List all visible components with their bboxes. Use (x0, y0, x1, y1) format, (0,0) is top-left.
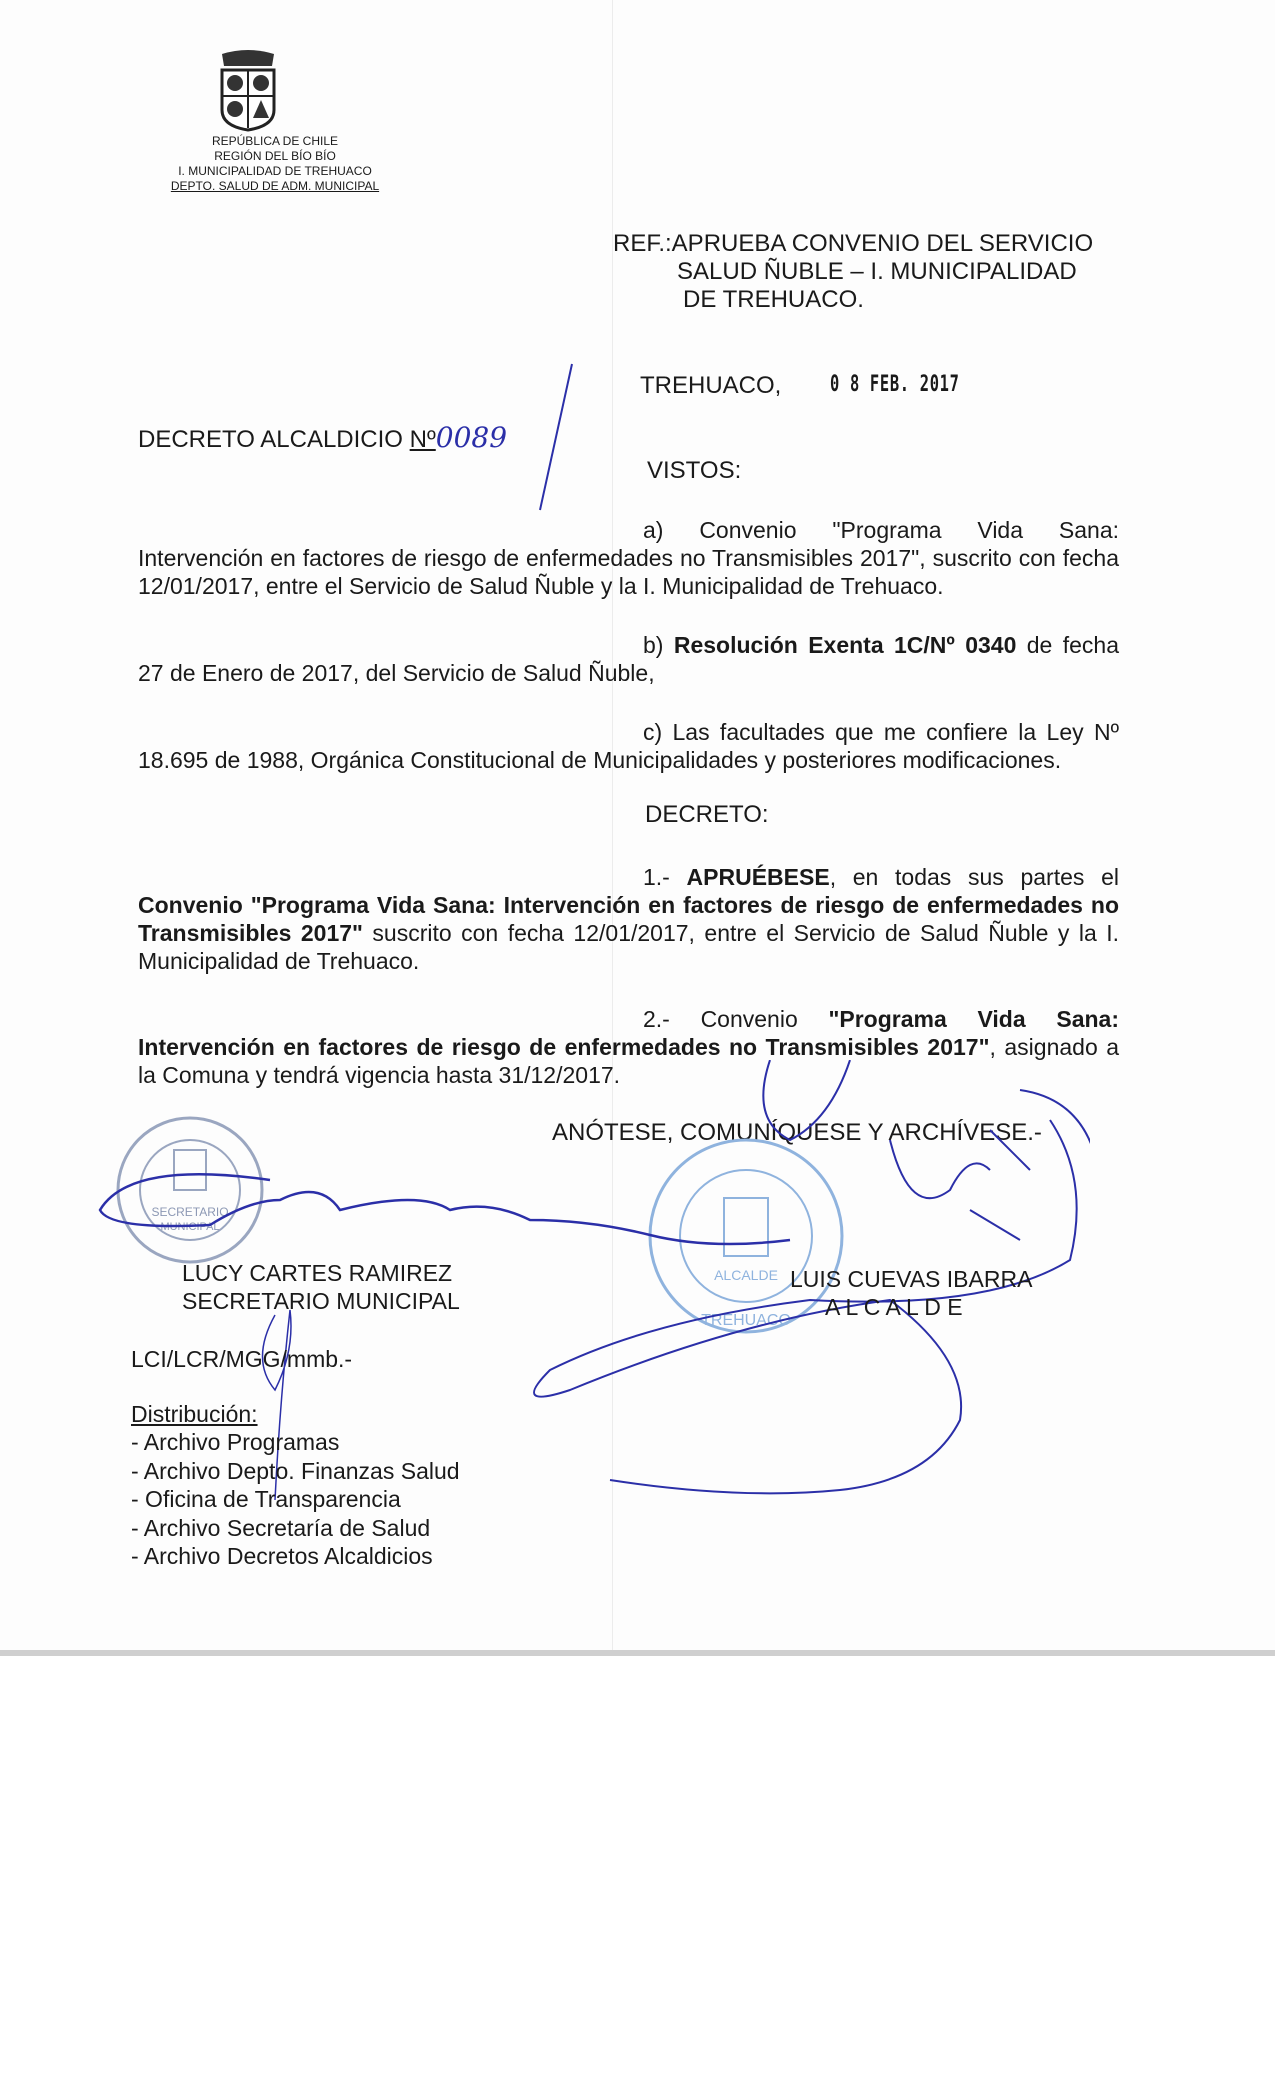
coat-of-arms-logo (214, 50, 282, 132)
decree-label: DECRETO ALCALDICIO (138, 426, 403, 453)
text: "Programa Vida Sana: Intervención en factores de riesgo de enfermedades no Transmisibles 2017" (138, 1006, 1119, 1060)
decree-number-prefix: Nº (409, 426, 436, 453)
signatory-name: LUIS CUEVAS IBARRA (790, 1266, 1033, 1292)
text: de fecha 27 de Enero de 2017, del Servicio de Salud Ñuble, (138, 632, 1119, 686)
letterhead-line: DEPTO. SALUD DE ADM. MUNICIPAL (170, 179, 380, 193)
text: , asignado a la Comuna y tendrá vigencia hasta 31/12/2017. (138, 1034, 1119, 1088)
distribution (131, 1400, 460, 1571)
text: 2.- Convenio (643, 1006, 829, 1032)
signatory-title: SECRETARIO MUNICIPAL (182, 1288, 460, 1314)
reference (613, 230, 1093, 314)
signatory-secretary (182, 1259, 460, 1315)
initials: LCI/LCR/MGG/mmb.- (131, 1346, 353, 1372)
text: , en todas sus partes el (829, 864, 1119, 890)
letterhead-line: I. MUNICIPALIDAD DE TREHUACO (178, 164, 372, 178)
place: TREHUACO, (640, 372, 782, 399)
signatory-title: A L C A L D E (825, 1294, 963, 1320)
vistos-b (138, 631, 1119, 687)
stamp-text: TREHUACO (701, 1312, 791, 1329)
distribution-item: - Archivo Programas (131, 1429, 340, 1455)
distribution-item: - Archivo Secretaría de Salud (131, 1514, 431, 1541)
signatory-mayor (790, 1265, 1032, 1321)
distribution-item: - Archivo Decretos Alcaldicios (131, 1543, 433, 1569)
letterhead-line: REPÚBLICA DE CHILE (211, 134, 339, 148)
resolution-ref: Resolución Exenta 1C/Nº 0340 (673, 632, 1017, 658)
decreto-article-1 (138, 863, 1119, 975)
distribution-item: - Oficina de Transparencia (131, 1486, 401, 1512)
decree-number (138, 421, 508, 454)
stamp-text: MUNICIPAL (160, 1221, 220, 1233)
text: Convenio "Programa Vida Sana: Intervención en factores de riesgo de enfermedades no Transmisibles 2017" (138, 892, 1119, 946)
closing: ANÓTESE, COMUNÍQUESE Y ARCHÍVESE.- (552, 1119, 1042, 1146)
reference-line: DE TREHUACO. (683, 286, 864, 313)
reference-line: REF.:APRUEBA CONVENIO DEL SERVICIO (613, 230, 1094, 257)
distribution-item: - Archivo Depto. Finanzas Salud (131, 1457, 460, 1484)
text: 1.- (643, 864, 687, 890)
decree-number-handwritten: 0089 (435, 421, 508, 454)
distribution-list (131, 1428, 460, 1571)
signatory-name: LUCY CARTES RAMIREZ (182, 1260, 453, 1286)
vistos-c: c) Las facultades que me confiere la Ley Nº 18.695 de 1988, Orgánica Constitucional de Municipalidades y posteriores modificaciones. (138, 719, 1119, 773)
stamp-text: ALCALDE (714, 1267, 778, 1283)
text: b) (643, 632, 674, 658)
distribution-title: Distribución: (131, 1401, 258, 1427)
vistos-a: a) Convenio "Programa Vida Sana: Intervención en factores de riesgo de enfermedades no Transmisibles 2017", suscrito con fecha 12/01/2017, entre el Servicio de Salud Ñuble y la I. Municipalidad de Trehuaco. (138, 517, 1119, 599)
stamp-text: SECRETARIO (151, 1205, 229, 1219)
vistos-title: VISTOS: (647, 457, 742, 484)
date-stamp: 0 8 FEB. 2017 (830, 372, 960, 397)
letterhead (130, 134, 420, 194)
reference-line: SALUD ÑUBLE – I. MUNICIPALIDAD (677, 258, 1077, 285)
text: APRUÉBESE (686, 864, 830, 890)
letterhead-line: REGIÓN DEL BÍO BÍO (214, 149, 336, 163)
text: suscrito con fecha 12/01/2017, entre el Servicio de Salud Ñuble y la I. Municipalidad de Trehuaco. (138, 920, 1119, 974)
decreto-title: DECRETO: (645, 801, 769, 828)
handwritten-slash (500, 360, 580, 520)
